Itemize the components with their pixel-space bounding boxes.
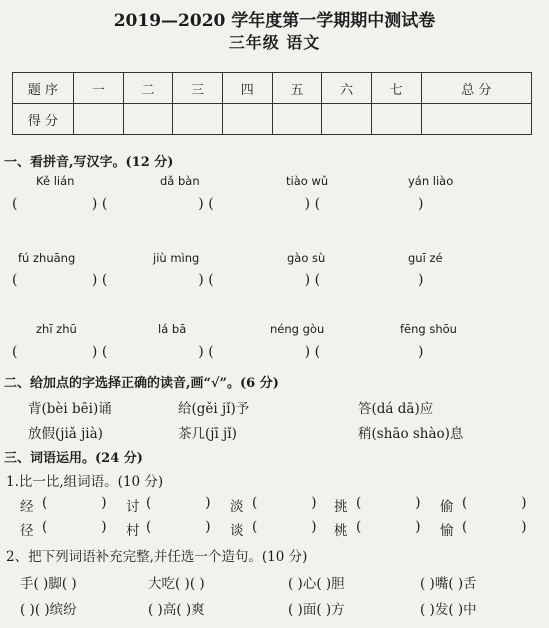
pinyin-label: gào sù [287, 251, 326, 265]
idiom-blank[interactable]: ( )高( )爽 [148, 602, 205, 618]
answer-parens[interactable]: ( ) [42, 519, 107, 535]
score-input-cell[interactable] [222, 104, 272, 135]
pinyin-label: lá bā [158, 322, 187, 336]
pinyin-label: guī zé [408, 251, 443, 265]
reading-choice[interactable]: 给(gěi jǐ)予 [178, 401, 250, 417]
score-input-cell[interactable] [272, 104, 322, 135]
exam-title: 2019—2020 学年度第一学期期中测试卷 [113, 11, 436, 31]
compare-char: 谈 [230, 523, 244, 539]
answer-parens[interactable]: ( ) ( ) ( ) ( ) [12, 272, 424, 288]
idiom-blank[interactable]: ( )心( )胆 [288, 576, 345, 592]
pinyin-label: jiù mìng [153, 251, 200, 265]
exam-subtitle: 三年级 语文 [228, 33, 321, 52]
compare-char: 淡 [230, 499, 244, 515]
pinyin-label: yán liào [408, 174, 454, 188]
score-table-score-row [13, 104, 532, 135]
score-cell: 六 [322, 73, 372, 104]
answer-parens[interactable]: ( ) [462, 519, 527, 535]
score-input-cell[interactable] [123, 104, 173, 135]
score-cell: 一 [74, 73, 124, 104]
score-input-cell[interactable] [371, 104, 421, 135]
pinyin-label: fú zhuāng [18, 251, 76, 265]
score-input-cell[interactable] [322, 104, 372, 135]
section2-heading: 二、给加点的字选择正确的读音,画“√”。(6 分) [4, 376, 279, 391]
answer-parens[interactable]: ( ) [146, 495, 211, 511]
score-cell: 四 [222, 73, 272, 104]
score-table-header-row [13, 73, 532, 104]
score-input-cell[interactable] [74, 104, 124, 135]
answer-parens[interactable]: ( ) ( ) ( ) ( ) [12, 344, 424, 360]
compare-char: 经 [20, 499, 34, 515]
pinyin-label: néng gòu [270, 322, 325, 336]
idiom-blank[interactable]: ( )( )缤纷 [20, 602, 77, 618]
score-cell: 五 [272, 73, 322, 104]
pinyin-label: fēng shōu [400, 322, 457, 336]
reading-choice[interactable]: 答(dá dā)应 [358, 401, 434, 417]
idiom-blank[interactable]: ( )嘴( )舌 [420, 576, 477, 592]
score-cell: 二 [123, 73, 173, 104]
idiom-blank[interactable]: ( )发( )中 [420, 602, 477, 618]
answer-parens[interactable]: ( ) [42, 495, 107, 511]
score-cell: 七 [371, 73, 421, 104]
answer-parens[interactable]: ( ) [356, 519, 421, 535]
answer-parens[interactable]: ( ) ( ) ( ) ( ) [12, 196, 424, 212]
reading-choice[interactable]: 茶几(jī jǐ) [178, 426, 237, 442]
reading-choice[interactable]: 放假(jiǎ jià) [28, 426, 103, 442]
score-input-cell[interactable] [421, 104, 531, 135]
part1-heading: 1.比一比,组词语。(10 分) [6, 474, 164, 490]
pinyin-label: tiào wǔ [286, 174, 329, 188]
compare-char: 偷 [440, 499, 454, 515]
reading-choice[interactable]: 背(bèi bēi)诵 [28, 401, 112, 417]
compare-char: 愉 [440, 523, 454, 539]
answer-parens[interactable]: ( ) [356, 495, 421, 511]
idiom-blank[interactable]: ( )面( )方 [288, 602, 345, 618]
reading-choice[interactable]: 稍(shāo shào)息 [358, 426, 464, 442]
section1-heading: 一、看拼音,写汉字。(12 分) [4, 155, 174, 170]
score-row-label: 得 分 [13, 104, 74, 135]
compare-char: 径 [20, 523, 34, 539]
pinyin-label: zhī zhū [36, 322, 77, 336]
compare-char: 村 [126, 523, 140, 539]
answer-parens[interactable]: ( ) [462, 495, 527, 511]
pinyin-label: Kě lián [36, 174, 75, 188]
idiom-blank[interactable]: 大吃( )( ) [148, 576, 205, 592]
compare-char: 讨 [126, 499, 140, 515]
answer-parens[interactable]: ( ) [252, 495, 317, 511]
answer-parens[interactable]: ( ) [252, 519, 317, 535]
score-input-cell[interactable] [173, 104, 223, 135]
score-cell: 三 [173, 73, 223, 104]
part2-heading: 2、把下列词语补充完整,并任选一个造句。(10 分) [6, 549, 308, 565]
compare-char: 桃 [334, 523, 348, 539]
answer-parens[interactable]: ( ) [146, 519, 211, 535]
score-cell: 总 分 [421, 73, 531, 104]
pinyin-label: dǎ bàn [160, 174, 200, 188]
idiom-blank[interactable]: 手( )脚( ) [20, 576, 77, 592]
compare-char: 挑 [334, 499, 348, 515]
section3-heading: 三、词语运用。(24 分) [4, 451, 143, 466]
score-table [12, 72, 532, 135]
score-cell: 题 序 [13, 73, 74, 104]
